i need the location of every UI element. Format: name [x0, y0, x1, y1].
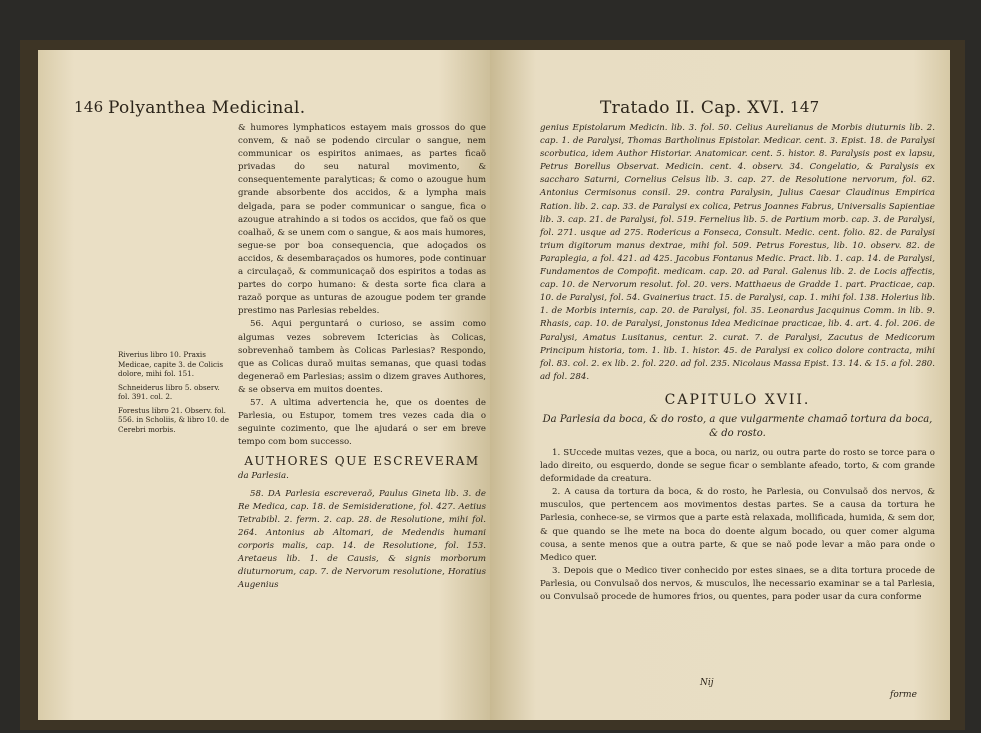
- chapter-subheading: Da Parlesia da boca, & do rosto, a que vulgarmente chamaõ tortura da boca, & do rosto.: [542, 413, 933, 439]
- right-page: [490, 50, 950, 720]
- section-subheading: da Parlesia.: [238, 471, 289, 482]
- body-paragraph: & humores lymphaticos estayem mais grossos do que convem, & naõ se podendo circular o sangue, nem communicar os espiritos animaes, as partes ficaõ privadas do seu natural movimento, & consequentemente paralyticas; & como o azougue hum grande absorbente dos accidos, & a lympha mais delgada, para se poder communicar o sangue, fica o azougue atrahindo a si todos os accidos, que faõ os que coalhaõ, & se unem com o sangue, & aos mais humores, segue-se por boa consequencia, que adoçados os accidos, & desembaraçados os humores, pode continuar a circulaçaõ, & communicaçaõ dos espiritos a todas as partes do corpo humano: & desta sorte fica clara a razaõ porque as unturas de azougue podem ter grande prestimo nas Parlesias rebeldes.: [238, 123, 486, 317]
- left-page: [38, 50, 493, 720]
- authors-paragraph: 58. DA Parlesia escreveraõ, Paulus Gineta lib. 3. de Re Medica, cap. 18. de Semisideratione, fol. 427. Aetius Tetrabibl. 2. ferm. 2. cap. 28. de Resolutione, mihi fol. 264. Antonius ab Altomari, de Medendis humani corporis malis, cap. 14. de Resolutione, fol. 153. Aretaeus lib. 1. de Causis, & signis morborum diuturnorum, cap. 7. de Nervorum resolutione, Horatius Augenius: [238, 488, 486, 591]
- margin-note: Schneiderus libro 5. observ. fol. 391. col. 2.: [118, 382, 220, 401]
- section-heading: AUTHORES QUE ESCREVERAM: [244, 454, 480, 469]
- right-text-column: [540, 122, 935, 604]
- signature-mark: Nij: [700, 678, 714, 688]
- catchword: forme: [890, 690, 917, 700]
- left-page-number: 146: [74, 98, 104, 116]
- left-text-column: [238, 122, 486, 592]
- margin-note: Riverius libro 10. Praxis Medicae, capite 3. de Colicis dolore, mihi fol. 151.: [118, 350, 224, 378]
- body-paragraph: 1. SUccede muitas vezes, que a boca, ou nariz, ou outra parte do rosto se torce para o lado direito, ou esquerdo, donde se segue ficar o semblante afeado, torto, & com grande deformidade da creatura.: [540, 447, 935, 485]
- body-paragraph: 57. A ultima advertencia he, que os doentes de Parlesia, ou Estupor, tomem tres vezes cada dia o seguinte cozimento, que lhe ajudará o ser em breve tempo com bom successo.: [238, 397, 486, 448]
- open-book: [20, 40, 965, 730]
- chapter-heading: CAPITULO XVII.: [664, 391, 811, 408]
- left-running-title: Polyanthea Medicinal.: [108, 98, 306, 118]
- body-paragraph: 2. A causa da tortura da boca, & do rosto, he Parlesia, ou Convulsaõ dos nervos, & musculos, que pertencem aos movimentos destas partes. Se a causa da tortura he Parlesia, conhece-se, se virmos que a parte està relaxada, mollificada, humida, & sem dor, & que quando se lhe mete na boca do doente algum bocado, ou quer comer alguma cousa, a sente menos que a outra parte, & que se naõ pode levar a mão para onde o Medico quer.: [540, 487, 935, 563]
- right-page-number: 147: [790, 98, 820, 116]
- margin-notes: [118, 350, 233, 438]
- right-running-title: Tratado II. Cap. XVI.: [600, 98, 785, 118]
- margin-note: Forestus libro 21. Observ. fol. 556. in Scholiis, & libro 10. de Cerebri morbis.: [118, 405, 230, 434]
- authors-continuation: genius Epistolarum Medicin. lib. 3. fol. 50. Celius Aurelianus de Morbis diuturnis lib. 2. cap. 1. de Paralysi, Thomas Bartholinus Epistolar. Medicar. cent. 3. Epist. 18. de Paralysi scorbutica, idem Author Historiar. Anatomicar. cent. 5. histor. 8. Paralysis post ex lapsu, Petrus Borellus Observat. Medicin. cent. 4. observ. 34. Congelatio, & Paralysis ex saccharo Saturni, Cornelius Celsus lib. 3. cap. 27. de Resolutione nervorum, fol. 62. Antonius Cermisonus consil. 29. contra Paralysin, Julius Caesar Claudinus Empirica Ration. lib. 2. cap. 33. de Paralysi ex colica, Petrus Joannes Fabrus, Universalis Sapientiae lib. 3. cap. 21. de Paralysi, fol. 519. Fernelius lib. 5. de Partium morb. cap. 3. de Paralysi, fol. 271. usque ad 275. Rodericus a Fonseca, Consult. Medic. cent. folio. 82. de Paralysi trium digitorum manus dextrae, mihi fol. 509. Petrus Forestus, lib. 10. observ. 82. de Paraplegia, a fol. 421. ad 425. Jacobus Fontanus Medic. Pract. lib. 1. cap. 14. de Paralysi, Fundamentos de Compofit. medicam. cap. 20. ad Paral. Galenus lib. 2. de Locis affectis, cap. 10. de Nervorum resolut. fol. 20. vers. Matthaeus de Gradde 1. part. Practicae, cap. 10. de Paralysi, fol. 54. Gvainerius tract. 15. de Paralysi, cap. 1. mihi fol. 138. Holerius lib. 1. de Morbis internis, cap. 20. de Paralysi, fol. 35. Leonardus Jacquinus Comm. in lib. 9. Rhasis, cap. 10. de Paralysi, Jonstonus Idea Medicinae practicae, lib. 4. art. 4. fol. 206. de Paralysi, Amatus Lusitanus, centur. 2. curat. 7. de Paralysi, Zacutus de Medicorum Principum historia, tom. 1. lib. 1. histor. 45. de Paralysi ex colico dolore contracta, mihi fol. 83. col. 2. ex lib. 2. fol. 220. ad fol. 235. Nicolaus Massa Epist. 13. 14. & 15. a fol. 280. ad fol. 284.: [540, 123, 935, 382]
- body-paragraph: 3. Depois que o Medico tiver conhecido por estes sinaes, se a dita tortura procede de Parlesia, ou Convulsaõ dos nervos, & musculos, lhe necessario examinar se a tal Parlesia, ou Convulsaõ procede de humores frios, ou quentes, para poder usar da cura conforme: [540, 565, 935, 602]
- body-paragraph: 56. Aqui perguntará o curioso, se assim como algumas vezes sobrevem Ictericias às Colicas, sobrevenhaõ tambem às Colicas Parlesias? Respondo, que as Colicas duraõ muitas semanas, que quasi todas degeneraõ em Parlesias; assim o dizem graves Authores, & se observa em muitos doentes.: [238, 319, 486, 395]
